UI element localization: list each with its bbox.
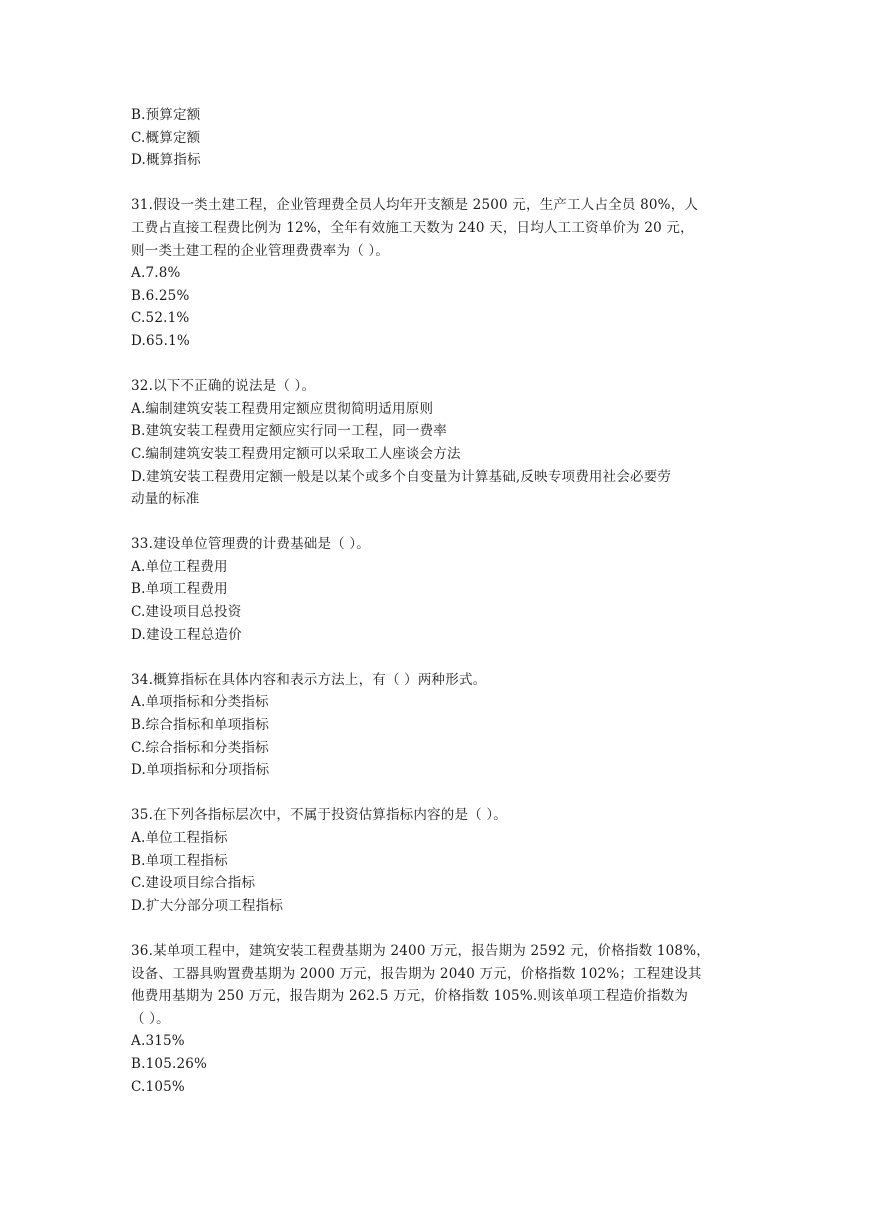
option-line: C.52.1% [131, 310, 190, 327]
option-line: D.单项指标和分项指标 [131, 762, 270, 779]
option-line: B.6.25% [131, 287, 190, 304]
option-line: C.综合指标和分类指标 [131, 739, 269, 756]
option-line: A.编制建筑安装工程费用定额应贯彻简明适用原则 [131, 400, 434, 417]
option-line: C.编制建筑安装工程费用定额可以采取工人座谈会方法 [131, 445, 461, 462]
question-stem-line: 36.某单项工程中，建筑安装工程费基期为 2400 万元，报告期为 2592 元，价格指数 108%， [131, 942, 710, 959]
option-line: A.单位工程费用 [131, 558, 228, 575]
option-line: B.预算定额 [131, 107, 201, 123]
question-stem-line: （ ）。 [131, 1010, 170, 1027]
option-line: 动量的标准 [131, 491, 200, 508]
option-line: D.概算指标 [131, 152, 201, 169]
option-line: C.概算定额 [131, 129, 201, 146]
question-31 [131, 194, 741, 352]
question-34 [131, 669, 741, 782]
option-line: D.建设工程总造价 [131, 626, 242, 643]
question-32 [131, 375, 741, 511]
question-35 [131, 804, 741, 917]
question-stem-line: 工费占直接工程费比例为 12%，全年有效施工天数为 240 天，日均人工工资单价为 20 元， [131, 219, 694, 236]
question-stem-line: 32.以下不正确的说法是（ ）。 [131, 378, 316, 395]
question-stem-line: 31.假设一类土建工程，企业管理费全员人均年开支额是 2500 元，生产工人占全员 80%，人 [131, 197, 699, 214]
option-line: B.105.26% [131, 1055, 208, 1072]
option-line: B.单项工程费用 [131, 581, 228, 598]
option-line: B.建筑安装工程费用定额应实行同一工程，同一费率 [131, 423, 448, 440]
question-stem-line: 则一类土建工程的企业管理费费率为（ ）。 [131, 242, 390, 259]
option-line: D.65.1% [131, 332, 190, 349]
question-stem-line: 他费用基期为 250 万元，报告期为 262.5 万元，价格指数 105%.则该单项工程造价指数为 [131, 988, 689, 1005]
option-line: A.7.8% [131, 265, 181, 282]
question-33 [131, 533, 741, 646]
question-stem-line: 34.概算指标在具体内容和表示方法上，有（ ）两种形式。 [131, 671, 487, 688]
option-line: C.建设项目综合指标 [131, 875, 256, 892]
question-36 [131, 940, 741, 1098]
option-line: A.单位工程指标 [131, 830, 228, 846]
carryover-options [131, 104, 741, 172]
option-line: C.105% [131, 1078, 185, 1095]
question-stem-line: 设备、工器具购置费基期为 2000 万元，报告期为 2040 万元，价格指数 102%；工程建设其 [131, 965, 702, 982]
document-page [131, 104, 741, 1098]
question-stem-line: 33.建设单位管理费的计费基础是（ ）。 [131, 536, 371, 553]
option-line: B.综合指标和单项指标 [131, 717, 269, 734]
option-line: A.单项指标和分类指标 [131, 694, 269, 711]
option-line: C.建设项目总投资 [131, 604, 242, 621]
option-line: D.建筑安装工程费用定额一般是以某个或多个自变量为计算基础,反映专项费用社会必要劳 [131, 468, 672, 485]
question-stem-line: 35.在下列各指标层次中，不属于投资估算指标内容的是（ ）。 [131, 807, 508, 824]
option-line: D.扩大分部分项工程指标 [131, 897, 284, 914]
option-line: A.315% [131, 1033, 185, 1050]
option-line: B.单项工程指标 [131, 852, 228, 869]
